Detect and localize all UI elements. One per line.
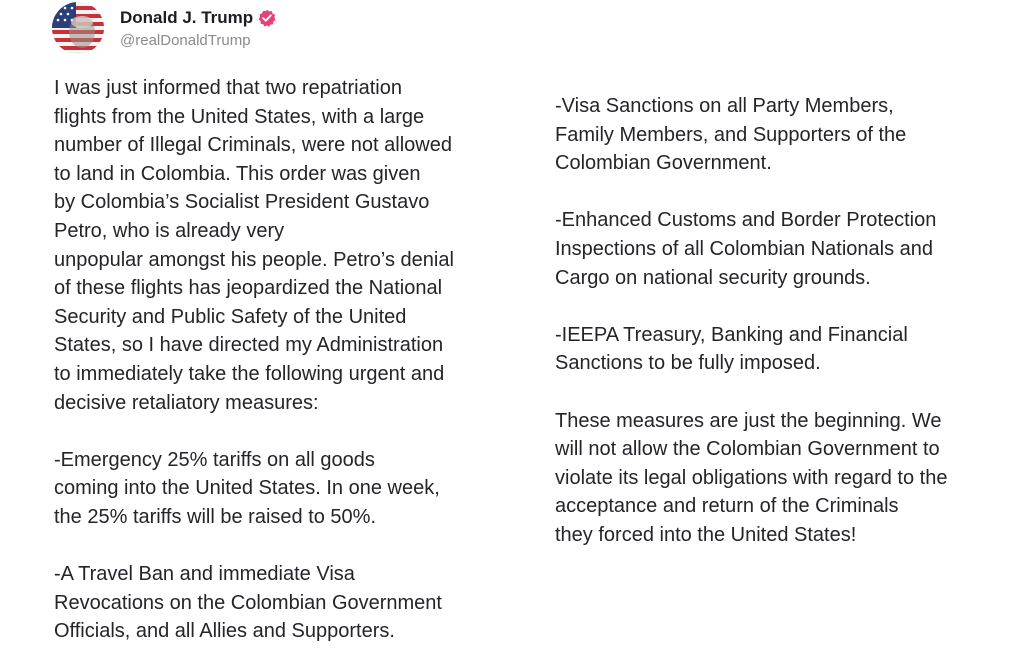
post-text-line: -Visa Sanctions on all Party Members, [555, 95, 894, 117]
name-row [120, 8, 276, 28]
post-text-line: I was just informed that two repatriation [54, 77, 402, 99]
flag-avatar-icon [52, 2, 104, 54]
post-text-line: Inspections of all Colombian Nationals and [555, 237, 933, 260]
display-name[interactable]: Donald J. Trump [120, 7, 254, 27]
post-text-line: acceptance and return of the Criminals [555, 495, 899, 518]
post-header [52, 0, 276, 56]
post-text-line: Family Members, and Supporters of the [555, 123, 907, 146]
post-text-line: number of Illegal Criminals, were not allowed [54, 134, 452, 157]
post-text-line: Sanctions to be fully imposed. [555, 352, 821, 375]
post-text-line: unpopular amongst his people. Petro’s denial [54, 248, 454, 271]
post-text-line: Cargo on national security grounds. [555, 266, 871, 289]
post-text-line: they forced into the United States! [555, 523, 857, 546]
post-body-right-column [555, 92, 1015, 550]
post-text-line: flights from the United States, with a large [54, 105, 425, 128]
post-text-line: -Enhanced Customs and Border Protection [555, 209, 937, 232]
post-text-line: Petro, who is already very [54, 219, 285, 242]
post-text-line: to land in Colombia. This order was given [54, 162, 421, 185]
post-text-line: These measures are just the beginning. We [555, 409, 942, 432]
post-text-line: to immediately take the following urgent and [54, 362, 445, 385]
post-text-line: by Colombia’s Socialist President Gustavo [54, 191, 430, 214]
post-text-line: the 25% tariffs will be raised to 50%. [54, 505, 377, 528]
post-text-line: Officials, and all Allies and Supporters. [54, 620, 395, 643]
author-block [120, 8, 276, 49]
post-text-line: coming into the United States. In one week, [54, 477, 440, 500]
verified-badge-icon [258, 9, 276, 27]
paragraph-gap [54, 417, 524, 446]
post-text-line: -A Travel Ban and immediate Visa [54, 563, 355, 586]
paragraph-gap [555, 378, 1015, 407]
post-text-line: decisive retaliatory measures: [54, 391, 319, 414]
post-text-line: of these flights has jeopardized the National [54, 277, 443, 300]
post-text-line: Colombian Government. [555, 152, 772, 175]
user-handle[interactable]: @realDonaldTrump [120, 31, 251, 49]
post-text-line: -IEEPA Treasury, Banking and Financial [555, 323, 908, 346]
avatar[interactable] [52, 2, 104, 54]
post-text-line: -Emergency 25% tariffs on all goods [54, 448, 375, 471]
post-text-line: Revocations on the Colombian Government [54, 591, 442, 614]
post-text-line: violate its legal obligations with regard to the [555, 466, 948, 489]
paragraph-gap [555, 178, 1015, 207]
paragraph-gap [54, 532, 524, 561]
paragraph-gap [555, 292, 1015, 321]
post-text-line: States, so I have directed my Administration [54, 334, 444, 357]
post-text-line: Security and Public Safety of the United [54, 305, 407, 328]
post-body-left-column [54, 74, 524, 646]
post-text-line: will not allow the Colombian Government to [555, 438, 940, 461]
